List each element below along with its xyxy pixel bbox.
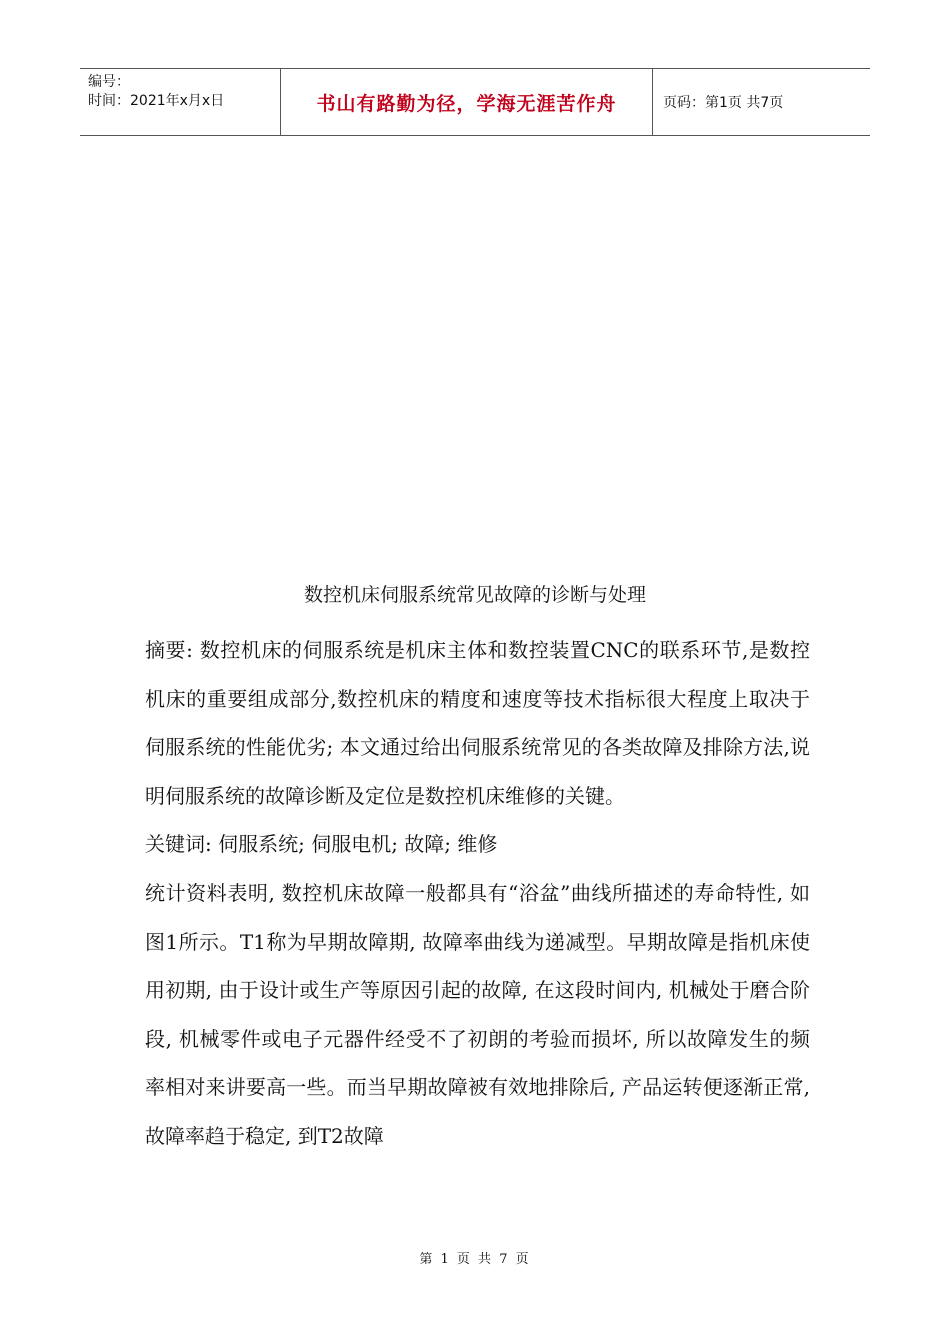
header-page-cell bbox=[653, 69, 870, 135]
abstract-paragraph: 摘要: 数控机床的伺服系统是机床主体和数控装置CNC的联系环节,是数控机床的重要组成部分,数控机床的精度和速度等技术指标很大程度上取决于伺服系统的性能优劣; 本文通过给出伺服系统常见的各类故障及排除方法,说明伺服系统的故障诊断及定位是数控机床维修的关键。 bbox=[145, 638, 810, 808]
keywords-paragraph: 关键词: 伺服系统; 伺服电机; 故障; 维修 bbox=[145, 832, 498, 857]
page-info: 页码：第1页 共7页 bbox=[663, 95, 784, 111]
number-label: 编号： bbox=[88, 74, 130, 90]
body-paragraph: 统计资料表明, 数控机床故障一般都具有“浴盆”曲线所描述的寿命特性, 如图1所示。T1称为早期故障期, 故障率曲线为递减型。早期故障是指机床使用初期, 由于设计或生产等原因引起的故障, 在这段时间内, 机械处于磨合阶段, 机械零件或电子元器件经受不了初朗的考验而损坏, 所以故障发生的频率相对来讲要高一些。而当早期故障被有效地排除后, 产品运转便逐渐正常, 故障率趋于稳定, 到T2故障 bbox=[145, 880, 810, 1148]
document-body bbox=[145, 626, 810, 1161]
header-meta-cell bbox=[80, 69, 281, 135]
header-table bbox=[80, 68, 870, 136]
motto-text: 书山有路勤为径，学海无涯苦作舟 bbox=[316, 92, 617, 115]
page-footer: 第 1 页 共 7 页 bbox=[419, 1252, 531, 1267]
document-title: 数控机床伺服系统常见故障的诊断与处理 bbox=[303, 584, 646, 606]
time-label: 时间：2021年x月x日 bbox=[88, 93, 225, 109]
header-motto-cell bbox=[281, 69, 653, 135]
